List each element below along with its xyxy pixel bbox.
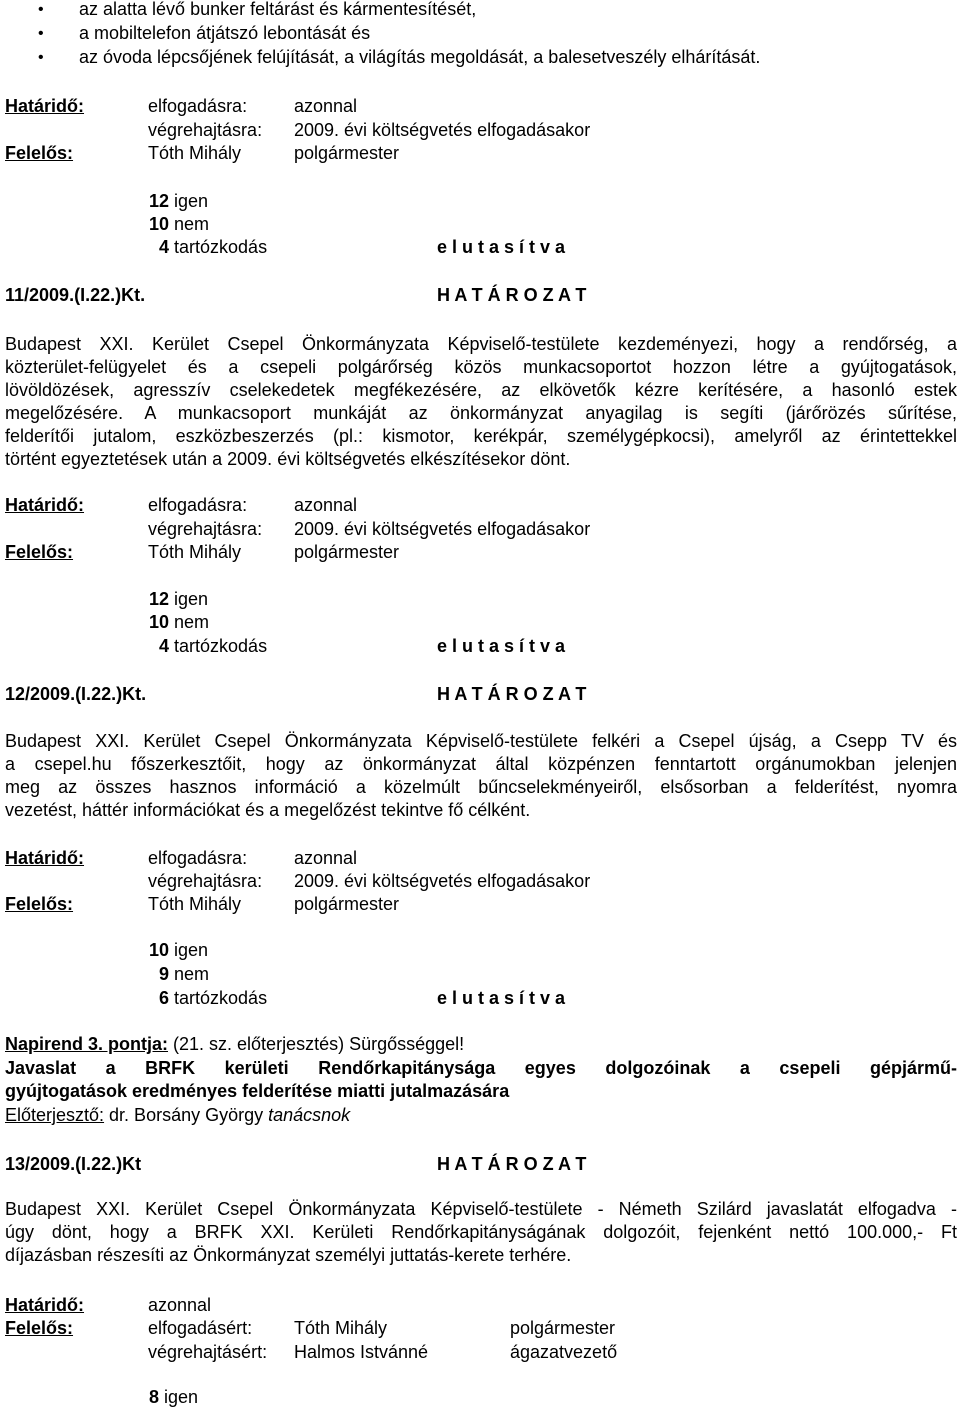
responsible-name: Tóth Mihály xyxy=(148,542,242,562)
elfogadasra-label: elfogadásra: xyxy=(148,848,248,868)
vegrehajtasert-label: végrehajtásért: xyxy=(148,1342,268,1362)
azonnal-value: azonnal xyxy=(148,1295,212,1315)
agenda-title: Javaslat a BRFK kerületi Rendőrkapitánysága egyes dolgozóinak a csepeli gépjármű- gyújtogatások eredményes felderítése miatti jutalmazására xyxy=(5,1058,957,1101)
responsible-role: polgármester xyxy=(294,894,400,914)
resolution-text: Budapest XXI. Kerület Csepel Önkormányzata Képviselő-testülete felkéri a Csepel újság, a Csepp TV és a csepel.hu főszerkesztőit, hogy az önkormányzat által közpénzen fenntartott orgánumokban jelenjen meg az összes hasznos információ a közelmúlt bűncselekményeiről, elsősorban a felderítést, nyomra vezetést, háttér információkat és a megelőzést tekintve fő célként. xyxy=(5,731,957,820)
vote-yes: 12 igen xyxy=(149,589,209,609)
deadline-value: 2009. évi költségvetés elfogadásakor xyxy=(294,519,591,539)
bullet-item: • az óvoda lépcsőjének felújítását, a világítás megoldását, a balesetveszély elhárítását. xyxy=(79,46,760,69)
hatarido-label: Határidő: xyxy=(5,848,85,868)
vote-yes: 8 igen xyxy=(149,1387,199,1407)
executor-name: Halmos Istvánné xyxy=(294,1342,429,1362)
deadline-value: 2009. évi költségvetés elfogadásakor xyxy=(294,120,591,140)
resolution-text: Budapest XXI. Kerület Csepel Önkormányzata Képviselő-testülete kezdeményezi, hogy a rendőrség, a közterület-felügyelet és a csepeli polgárőrség közös munkacsoportot hozzon létre a gyújtogatások, lövöldözések, agresszív cselekedetek megfékezésére, az elkövetők kézre kerítésére, a hasonló estek megelőzésére. A munkacsoport munkáját az önkormányzat anyagilag is segíti (járőrözés sűrítése, felderítői jutalom, eszközbeszerzés (pl.: kismotor, kerékpár, személygépkocsi), amelyről az érintettekkel történt egyeztetések után a 2009. évi költségvetés elkészítésekor dönt. xyxy=(5,334,957,469)
deadline-value: 2009. évi költségvetés elfogadásakor xyxy=(294,871,591,891)
azonnal-value: azonnal xyxy=(294,848,358,868)
hatarido-label: Határidő: xyxy=(5,1295,85,1315)
hatarozat-heading: H A T Á R O Z A T xyxy=(437,1154,587,1174)
resolution-number: 11/2009.(I.22.)Kt. xyxy=(5,285,146,305)
responsible-name: Tóth Mihály xyxy=(148,143,242,163)
elfogadasra-label: elfogadásra: xyxy=(148,495,248,515)
resolution-number: 12/2009.(I.22.)Kt. xyxy=(5,684,147,704)
felelos-label: Felelős: xyxy=(5,894,74,914)
hatarozat-heading: H A T Á R O Z A T xyxy=(437,684,587,704)
presenter: Előterjesztő: dr. Borsány György tanácsnok xyxy=(5,1105,351,1125)
vegrehajtasra-label: végrehajtásra: xyxy=(148,871,263,891)
responsible-name: Tóth Mihály xyxy=(294,1318,388,1338)
responsible-role: polgármester xyxy=(294,143,400,163)
responsible-name: Tóth Mihály xyxy=(148,894,242,914)
hatarido-label: Határidő: xyxy=(5,495,85,515)
agenda-item: Napirend 3. pontja: (21. sz. előterjesztés) Sürgősséggel! xyxy=(5,1034,465,1054)
executor-role: ágazatvezető xyxy=(510,1342,618,1362)
bullet-item: • a mobiltelefon átjátszó lebontását és xyxy=(79,22,370,45)
bullet-item: • az alatta lévő bunker feltárást és kármentesítését, xyxy=(79,0,476,21)
hatarido-label: Határidő: xyxy=(5,96,85,116)
hatarozat-heading: H A T Á R O Z A T xyxy=(437,285,587,305)
felelos-label: Felelős: xyxy=(5,542,74,562)
felelos-label: Felelős: xyxy=(5,143,74,163)
responsible-role: polgármester xyxy=(294,542,400,562)
azonnal-value: azonnal xyxy=(294,495,358,515)
felelos-label: Felelős: xyxy=(5,1318,74,1338)
vote-yes: 12 igen xyxy=(149,191,209,211)
vote-no: 10 nem xyxy=(149,214,210,234)
vote-abstain: 4 tartózkodás xyxy=(159,636,268,656)
vote-no: 9 nem xyxy=(159,964,210,984)
vote-abstain: 6 tartózkodás xyxy=(159,988,268,1008)
azonnal-value: azonnal xyxy=(294,96,358,116)
outcome-rejected: e l u t a s í t v a xyxy=(437,988,566,1008)
vote-abstain: 4 tartózkodás xyxy=(159,237,268,257)
elfogadasert-label: elfogadásért: xyxy=(148,1318,253,1338)
vote-no: 10 nem xyxy=(149,612,210,632)
outcome-rejected: e l u t a s í t v a xyxy=(437,237,566,257)
vegrehajtasra-label: végrehajtásra: xyxy=(148,519,263,539)
outcome-rejected: e l u t a s í t v a xyxy=(437,636,566,656)
resolution-text: Budapest XXI. Kerület Csepel Önkormányzata Képviselő-testülete - Németh Szilárd javaslatát elfogadva - úgy dönt, hogy a BRFK XXI. Kerületi Rendőrkapitányságának dolgozóit, fejenként nettó 100.000,- Ft díjazásban részesíti az Önkormányzat személyi juttatás-kerete terhére. xyxy=(5,1199,957,1265)
resolution-number: 13/2009.(I.22.)Kt xyxy=(5,1154,142,1174)
vote-yes: 10 igen xyxy=(149,940,209,960)
vegrehajtasra-label: végrehajtásra: xyxy=(148,120,263,140)
elfogadasra-label: elfogadásra: xyxy=(148,96,248,116)
responsible-role: polgármester xyxy=(510,1318,616,1338)
